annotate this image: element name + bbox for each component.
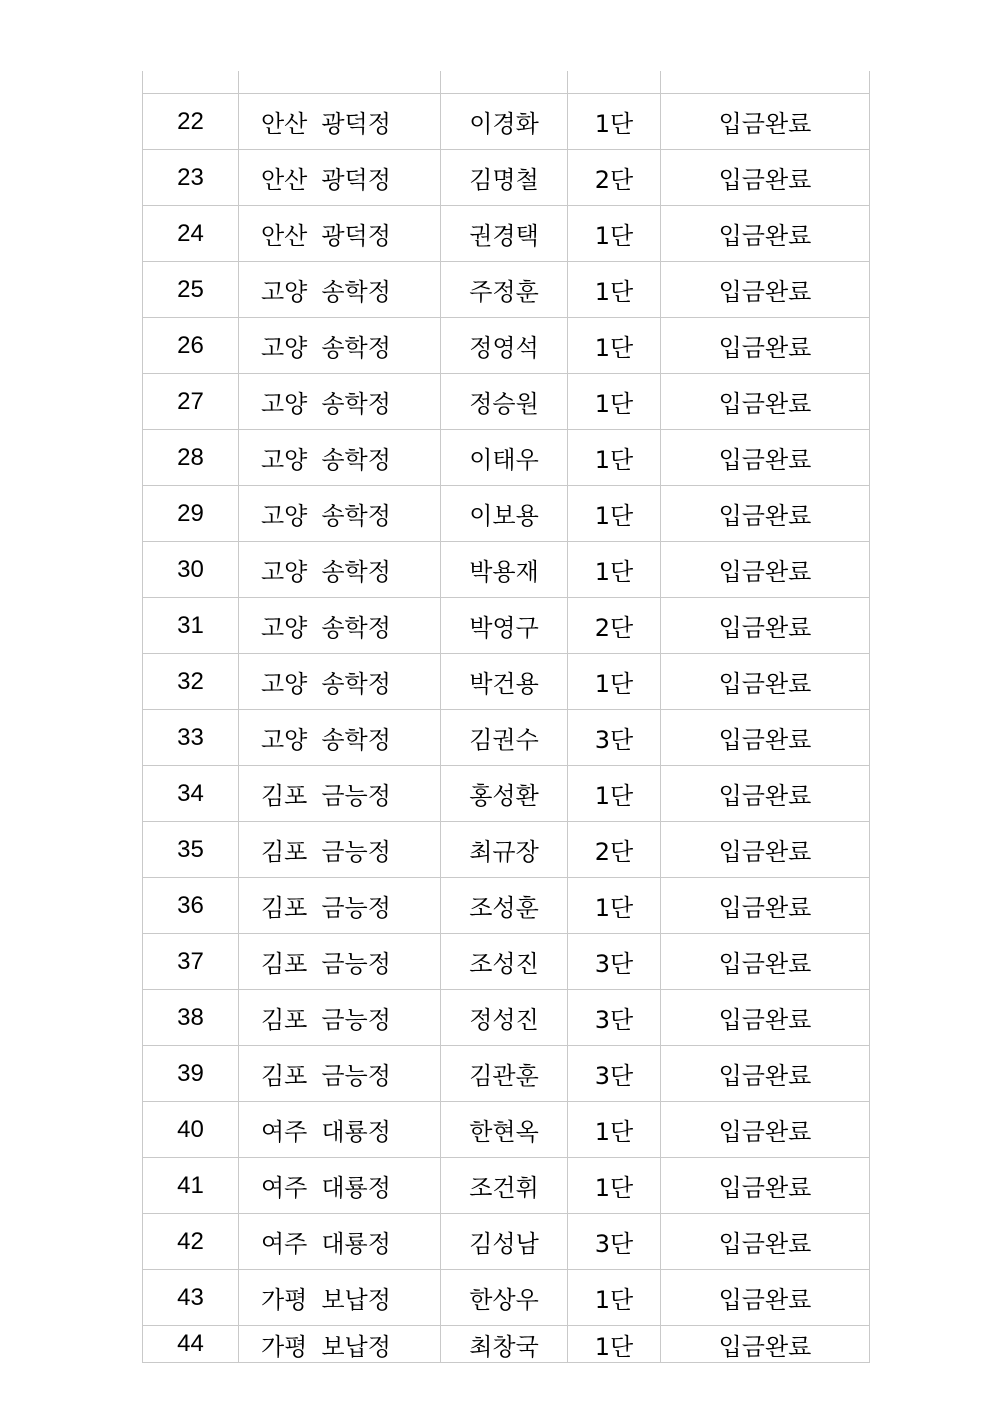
member-name-cell: 정영석 <box>441 318 568 374</box>
row-number-cell: 42 <box>143 1214 239 1270</box>
member-name-cell: 김명철 <box>441 150 568 206</box>
row-number-cell: 29 <box>143 486 239 542</box>
club-cell <box>239 430 441 486</box>
club-name: 송학정 <box>321 558 391 586</box>
rank-cell: 3단 <box>568 1214 661 1270</box>
rank-cell: 1단 <box>568 206 661 262</box>
table-row <box>143 374 870 430</box>
club-city: 안산 <box>261 110 308 138</box>
row-number-cell: 26 <box>143 318 239 374</box>
table-row <box>143 1214 870 1270</box>
club-name: 금능정 <box>321 782 391 810</box>
roster-table <box>142 71 870 1363</box>
club-city: 여주 <box>261 1230 308 1258</box>
member-name-cell: 박용재 <box>441 542 568 598</box>
payment-status-cell: 입금완료 <box>661 374 870 430</box>
club-city: 김포 <box>261 838 308 866</box>
table-row <box>143 654 870 710</box>
row-number-cell: 43 <box>143 1270 239 1326</box>
club-city: 가평 <box>261 1286 308 1314</box>
club-city: 안산 <box>261 166 308 194</box>
row-number-cell: 41 <box>143 1158 239 1214</box>
club-name: 대룡정 <box>321 1174 391 1202</box>
row-number-cell: 44 <box>143 1326 239 1363</box>
rank-cell: 3단 <box>568 1046 661 1102</box>
row-number-cell: 27 <box>143 374 239 430</box>
club-cell <box>239 1326 441 1363</box>
club-name: 금능정 <box>321 838 391 866</box>
member-name-cell: 박건용 <box>441 654 568 710</box>
table-row <box>143 1270 870 1326</box>
club-name: 금능정 <box>321 894 391 922</box>
club-cell <box>239 94 441 150</box>
club-name: 송학정 <box>321 334 391 362</box>
club-name: 보납정 <box>321 1286 391 1314</box>
club-city: 고양 <box>261 390 308 418</box>
club-name: 광덕정 <box>321 166 391 194</box>
row-number-cell: 22 <box>143 94 239 150</box>
payment-status-cell: 입금완료 <box>661 766 870 822</box>
club-cell <box>239 374 441 430</box>
rank-cell: 1단 <box>568 1102 661 1158</box>
row-number-cell: 30 <box>143 542 239 598</box>
rank-cell: 1단 <box>568 374 661 430</box>
club-cell <box>239 654 441 710</box>
club-city: 김포 <box>261 950 308 978</box>
payment-status-cell: 입금완료 <box>661 150 870 206</box>
row-number-cell: 33 <box>143 710 239 766</box>
club-city: 김포 <box>261 782 308 810</box>
club-city: 김포 <box>261 1062 308 1090</box>
payment-status-cell: 입금완료 <box>661 598 870 654</box>
table-row <box>143 710 870 766</box>
empty-cell <box>441 71 568 94</box>
row-number-cell: 35 <box>143 822 239 878</box>
rank-cell: 2단 <box>568 150 661 206</box>
row-number-cell: 34 <box>143 766 239 822</box>
rank-cell: 1단 <box>568 430 661 486</box>
club-name: 송학정 <box>321 278 391 306</box>
empty-cell <box>661 71 870 94</box>
table-row <box>143 486 870 542</box>
member-name-cell: 이경화 <box>441 94 568 150</box>
member-name-cell: 김관훈 <box>441 1046 568 1102</box>
club-city: 여주 <box>261 1174 308 1202</box>
rank-cell: 1단 <box>568 542 661 598</box>
club-name: 송학정 <box>321 670 391 698</box>
payment-status-cell: 입금완료 <box>661 1102 870 1158</box>
payment-status-cell: 입금완료 <box>661 262 870 318</box>
club-cell <box>239 934 441 990</box>
rank-cell: 1단 <box>568 486 661 542</box>
rank-cell: 3단 <box>568 710 661 766</box>
row-number-cell: 23 <box>143 150 239 206</box>
row-number-cell: 28 <box>143 430 239 486</box>
club-city: 고양 <box>261 614 308 642</box>
club-cell <box>239 598 441 654</box>
table-row <box>143 542 870 598</box>
club-cell <box>239 878 441 934</box>
table-row <box>143 1102 870 1158</box>
club-name: 송학정 <box>321 502 391 530</box>
club-city: 안산 <box>261 222 308 250</box>
member-name-cell: 주정훈 <box>441 262 568 318</box>
club-cell <box>239 542 441 598</box>
club-cell <box>239 1214 441 1270</box>
club-cell <box>239 486 441 542</box>
table-row <box>143 1158 870 1214</box>
rank-cell: 1단 <box>568 94 661 150</box>
table-row <box>143 94 870 150</box>
club-city: 고양 <box>261 558 308 586</box>
club-name: 금능정 <box>321 950 391 978</box>
row-number-cell: 31 <box>143 598 239 654</box>
club-name: 보납정 <box>321 1332 391 1361</box>
member-name-cell: 최창국 <box>441 1326 568 1363</box>
row-number-cell: 39 <box>143 1046 239 1102</box>
club-cell <box>239 206 441 262</box>
table-row <box>143 990 870 1046</box>
table-row <box>143 206 870 262</box>
table-row-continued <box>143 71 870 94</box>
payment-status-cell: 입금완료 <box>661 430 870 486</box>
club-city: 고양 <box>261 502 308 530</box>
member-name-cell: 조성훈 <box>441 878 568 934</box>
member-name-cell: 권경택 <box>441 206 568 262</box>
payment-status-cell: 입금완료 <box>661 1214 870 1270</box>
rank-cell: 1단 <box>568 654 661 710</box>
club-cell <box>239 1270 441 1326</box>
club-name: 광덕정 <box>321 222 391 250</box>
member-name-cell: 이태우 <box>441 430 568 486</box>
member-name-cell: 한상우 <box>441 1270 568 1326</box>
row-number-cell: 38 <box>143 990 239 1046</box>
payment-status-cell: 입금완료 <box>661 1270 870 1326</box>
member-name-cell: 최규장 <box>441 822 568 878</box>
club-city: 김포 <box>261 1006 308 1034</box>
club-city: 고양 <box>261 726 308 754</box>
payment-status-cell: 입금완료 <box>661 318 870 374</box>
club-cell <box>239 766 441 822</box>
table-row <box>143 878 870 934</box>
club-city: 고양 <box>261 446 308 474</box>
rank-cell: 1단 <box>568 262 661 318</box>
payment-status-cell: 입금완료 <box>661 934 870 990</box>
table-row <box>143 262 870 318</box>
roster-table-body <box>143 71 870 1363</box>
club-city: 고양 <box>261 334 308 362</box>
payment-status-cell: 입금완료 <box>661 878 870 934</box>
payment-status-cell: 입금완료 <box>661 94 870 150</box>
club-cell <box>239 150 441 206</box>
row-number-cell: 25 <box>143 262 239 318</box>
rank-cell: 1단 <box>568 1270 661 1326</box>
club-city: 김포 <box>261 894 308 922</box>
payment-status-cell: 입금완료 <box>661 990 870 1046</box>
club-city: 고양 <box>261 278 308 306</box>
payment-status-cell: 입금완료 <box>661 542 870 598</box>
club-name: 금능정 <box>321 1006 391 1034</box>
table-row <box>143 598 870 654</box>
row-number-cell: 40 <box>143 1102 239 1158</box>
payment-status-cell: 입금완료 <box>661 1046 870 1102</box>
roster-sheet <box>142 71 846 1363</box>
club-city: 고양 <box>261 670 308 698</box>
club-cell <box>239 318 441 374</box>
payment-status-cell: 입금완료 <box>661 654 870 710</box>
club-name: 대룡정 <box>321 1118 391 1146</box>
row-number-cell: 24 <box>143 206 239 262</box>
table-row <box>143 150 870 206</box>
rank-cell: 3단 <box>568 934 661 990</box>
table-row <box>143 1326 870 1363</box>
payment-status-cell: 입금완료 <box>661 1326 870 1363</box>
row-number-cell: 37 <box>143 934 239 990</box>
member-name-cell: 조성진 <box>441 934 568 990</box>
member-name-cell: 김권수 <box>441 710 568 766</box>
club-cell <box>239 710 441 766</box>
club-name: 송학정 <box>321 726 391 754</box>
table-row <box>143 430 870 486</box>
club-cell <box>239 262 441 318</box>
member-name-cell: 홍성환 <box>441 766 568 822</box>
row-number-cell: 32 <box>143 654 239 710</box>
member-name-cell: 한현옥 <box>441 1102 568 1158</box>
club-city: 가평 <box>261 1332 308 1361</box>
club-cell <box>239 822 441 878</box>
payment-status-cell: 입금완료 <box>661 822 870 878</box>
rank-cell: 2단 <box>568 598 661 654</box>
club-name: 대룡정 <box>321 1230 391 1258</box>
club-name: 송학정 <box>321 446 391 474</box>
member-name-cell: 정성진 <box>441 990 568 1046</box>
member-name-cell: 박영구 <box>441 598 568 654</box>
rank-cell: 1단 <box>568 318 661 374</box>
rank-cell: 1단 <box>568 1326 661 1363</box>
row-number-cell: 36 <box>143 878 239 934</box>
rank-cell: 1단 <box>568 878 661 934</box>
rank-cell: 1단 <box>568 1158 661 1214</box>
club-cell <box>239 1046 441 1102</box>
table-row <box>143 822 870 878</box>
table-row <box>143 318 870 374</box>
empty-cell <box>143 71 239 94</box>
empty-cell <box>239 71 441 94</box>
rank-cell: 1단 <box>568 766 661 822</box>
club-name: 금능정 <box>321 1062 391 1090</box>
rank-cell: 2단 <box>568 822 661 878</box>
table-row <box>143 934 870 990</box>
club-name: 광덕정 <box>321 110 391 138</box>
payment-status-cell: 입금완료 <box>661 206 870 262</box>
payment-status-cell: 입금완료 <box>661 486 870 542</box>
rank-cell: 3단 <box>568 990 661 1046</box>
member-name-cell: 조건휘 <box>441 1158 568 1214</box>
member-name-cell: 김성남 <box>441 1214 568 1270</box>
payment-status-cell: 입금완료 <box>661 1158 870 1214</box>
club-name: 송학정 <box>321 390 391 418</box>
table-row <box>143 766 870 822</box>
club-cell <box>239 1158 441 1214</box>
member-name-cell: 이보용 <box>441 486 568 542</box>
member-name-cell: 정승원 <box>441 374 568 430</box>
empty-cell <box>568 71 661 94</box>
club-city: 여주 <box>261 1118 308 1146</box>
club-name: 송학정 <box>321 614 391 642</box>
club-cell <box>239 990 441 1046</box>
club-cell <box>239 1102 441 1158</box>
payment-status-cell: 입금완료 <box>661 710 870 766</box>
table-row <box>143 1046 870 1102</box>
